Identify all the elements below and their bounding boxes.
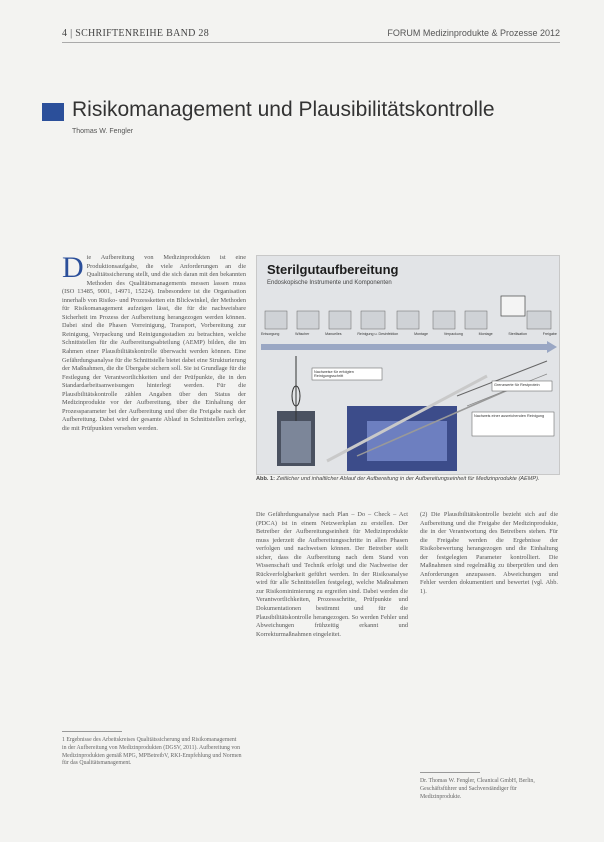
- step-label: Entsorgung: [261, 332, 280, 336]
- author-note: Dr. Thomas W. Fengler, Cleanical GmbH, Berlin, Geschäftsführer und Sachverständiger für Medizinprodukte.: [420, 778, 535, 800]
- step-label: Montage: [414, 332, 429, 336]
- footnote-1: 1 Ergebnisse des Arbeitskreises Qualitätssicherung und Risikomanagement in der Aufbereitung von Medizinprodukten (DGSV, 2011). Aufbereitung von Medizinprodukten gemäß MPG, MPBetreibV, RKI-Empfehlung und Normen für das Qualitätsmanagement.: [62, 737, 242, 767]
- figure-sterilgut: [256, 255, 560, 475]
- header-journal: FORUM Medizinprodukte & Prozesse 2012: [387, 28, 560, 38]
- step-label: Freigabe: [542, 332, 557, 336]
- step-label: Sterilisation: [508, 332, 527, 336]
- caption-label: Abb. 1:: [256, 476, 275, 482]
- body-column-2: Die Gefährdungsanalyse nach Plan – Do – Check – Act (PDCA) ist in einem Netzwerkplan zu erstellen. Der Betreiber der Aufbereitungseinheit für Medizinprodukte muss jederzeit die Aufbereitungsschritte in allen Phasen verfolgen und nachweisen können. Der Betreiber stellt sicher, dass die Aufbereitung nach dem Stand von Wissenschaft und Technik erfolgt und die Nachweise der Rückverfolgbarkeit geführt werden. In der Risikoanalyse wird für alle Schnittstellen festgelegt, welche Maßnahmen zur Risikominimierung zu ergreifen sind. Dabei werden die Verantwortlichkeiten, Prozessschritte, Prüfpunkte und Dokumentationen bestimmt und für die Plausibilitätskontrolle herangezogen. So werden Fehler und Abweichungen frühzeitig erkannt und Korrekturmaßnahmen eingeleitet.: [256, 511, 408, 638]
- article-author: Thomas W. Fengler: [72, 128, 134, 135]
- step-label: Wäscher: [295, 332, 310, 336]
- callout-label: Nachweise für erfolgten Reinigungsschritt: [314, 370, 354, 379]
- body-column-3: (2) Die Plausibilitätskontrolle bezieht sich auf die Aufbereitung und die Freigabe der Medizinprodukte, die in der Verantwortung des Betreibers stehen. Für die Freigabe werden die Ergebnisse der Risikobewertung herangezogen und die Einhaltung der festgelegten Parameter kontrolliert. Die Maßnahmen sind regelmäßig zu überprüfen und den Anforderungen anzupassen. Abweichungen und Fehler werden dokumentiert und bewertet (vgl. Abb. 1).: [420, 511, 558, 595]
- column-1-text: ie Aufbereitung von Medizinprodukten ist eine Produktionsaufgabe, die viele Anforderungen an die Qualitätssicherung stellt, und die sich daran mit den bekannten Methoden des Qualitätsmanagements messen lassen muss (ISO 13485, 9001, 14971, 15224). Insbesondere ist die Organisation innerhalb von Risiko- und Prozessketten ein Blickwinkel, der Methoden für Risikomanagement aufzeigen lässt, die für die nachweisbare Sicherheit im Prozess der Aufbereitung herangezogen werden können. Dabei sind die Phasen Vorreinigung, Transport, Vorbereitung zur Reinigung, Verpackung und Reinigungsstadien zu betrachten, welche Schnittstellen für die Aufbereitungsabteilung (AEMP) bilden, die im Rahmen einer Plausibilitätskontrolle überwacht werden können. Eine Gefährdungsanalyse für die Schnittstelle bietet dabei eine Strukturierung der Maßnahmen, die die Übergabe sichern soll. Sie ist Grundlage für die Festlegung der Verantwortlichkeiten und der Prüfpunkte, die in den Standardarbeitsanweisungen hinterlegt werden. Für die Plausibilitätskontrolle zählen Angaben über den Status der Medizinprodukte vor der Aufbereitung, über die Einhaltung der Prozessparameter bei der Aufbereitung und über die Freigabe nach der Aufbereitung. Dabei wird der gesamte Ablauf in Schnittstellen zerlegt, die mit Prüfpunkten versehen werden.: [62, 254, 246, 432]
- step-label: Verpackung: [443, 332, 463, 336]
- footnote-rule: [62, 731, 122, 732]
- title-accent-block: [42, 103, 64, 121]
- step-label-row: [261, 332, 557, 336]
- drop-cap: D: [62, 254, 84, 284]
- header-series: 4 | SCHRIFTENREIHE BAND 28: [62, 28, 210, 39]
- step-label: Manuelles: [325, 332, 342, 336]
- figure-title: Sterilgutaufbereitung: [267, 262, 399, 277]
- figure-illustration: [257, 256, 559, 474]
- step-label: Reinigung u. Desinfektion: [357, 332, 399, 336]
- figure-subtitle: Endoskopische Instrumente und Komponenten: [267, 280, 392, 286]
- header-rule: [62, 42, 560, 43]
- callout-label: Nachweis einer ausreichenden Reinigung: [474, 414, 545, 418]
- figure-caption: [256, 476, 558, 483]
- step-label: Montage: [478, 332, 493, 336]
- caption-text: Zeitlicher und inhaltlicher Ablauf der Aufbereitung in der Aufbereitungseinheit für Medizinprodukte (AEMP).: [276, 476, 540, 482]
- body-column-1: [62, 254, 246, 669]
- article-title: Risikomanagement und Plausibilitätskontrolle: [72, 98, 495, 121]
- footnote-rule: [420, 772, 480, 773]
- callout-label: Grenzwerte für Restprotein: [494, 383, 540, 387]
